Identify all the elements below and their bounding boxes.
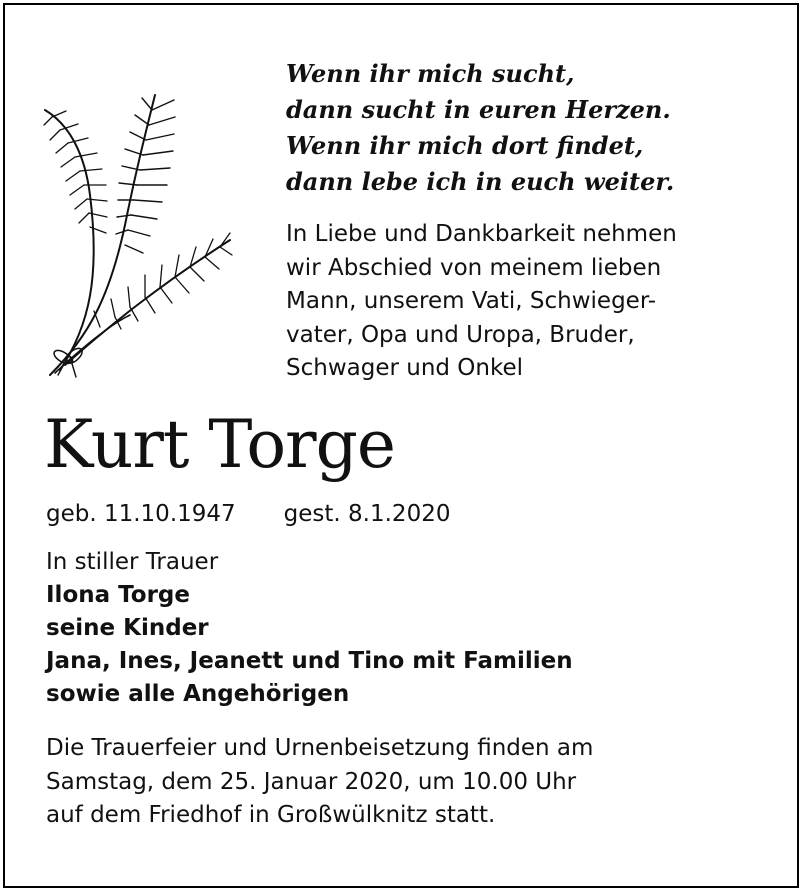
- farewell-line: wir Abschied von meinem lieben: [286, 254, 662, 281]
- mourning-heading: In stiller Trauer: [46, 549, 219, 575]
- poem-line: dann lebe ich in euch weiter.: [286, 167, 675, 196]
- farewell-line: Mann, unserem Vati, Schwieger-: [286, 288, 657, 314]
- deceased-name: Kurt Torge: [44, 406, 395, 483]
- mourner-name: sowie alle Angehörigen: [46, 681, 350, 707]
- service-line: Die Trauerfeier und Urnenbeisetzung finden am: [46, 735, 594, 761]
- poem-verse: [286, 56, 786, 200]
- life-dates: [46, 497, 450, 531]
- funeral-service-info: [46, 732, 766, 833]
- farewell-line: In Liebe und Dankbarkeit nehmen: [286, 221, 677, 247]
- mourners-block: [46, 546, 766, 711]
- farewell-text: [286, 218, 766, 386]
- mourner-name: Jana, Ines, Jeanett und Tino mit Familien: [46, 648, 573, 674]
- service-line: auf dem Friedhof in Großwülknitz statt.: [46, 802, 496, 828]
- service-line: Samstag, dem 25. Januar 2020, um 10.00 Uhr: [46, 768, 577, 795]
- death-date: gest. 8.1.2020: [283, 501, 451, 527]
- poem-line: dann sucht in euren Herzen.: [286, 95, 671, 124]
- birth-date: geb. 11.10.1947: [46, 501, 236, 527]
- mourner-name: seine Kinder: [46, 615, 209, 641]
- farewell-line: Schwager und Onkel: [286, 355, 524, 381]
- farewell-line: vater, Opa und Uropa, Bruder,: [286, 321, 635, 348]
- poem-line: Wenn ihr mich dort findet,: [286, 131, 644, 160]
- fern-bouquet-icon: [30, 75, 275, 385]
- poem-line: Wenn ihr mich sucht,: [286, 59, 575, 88]
- mourner-name: Ilona Torge: [46, 582, 190, 608]
